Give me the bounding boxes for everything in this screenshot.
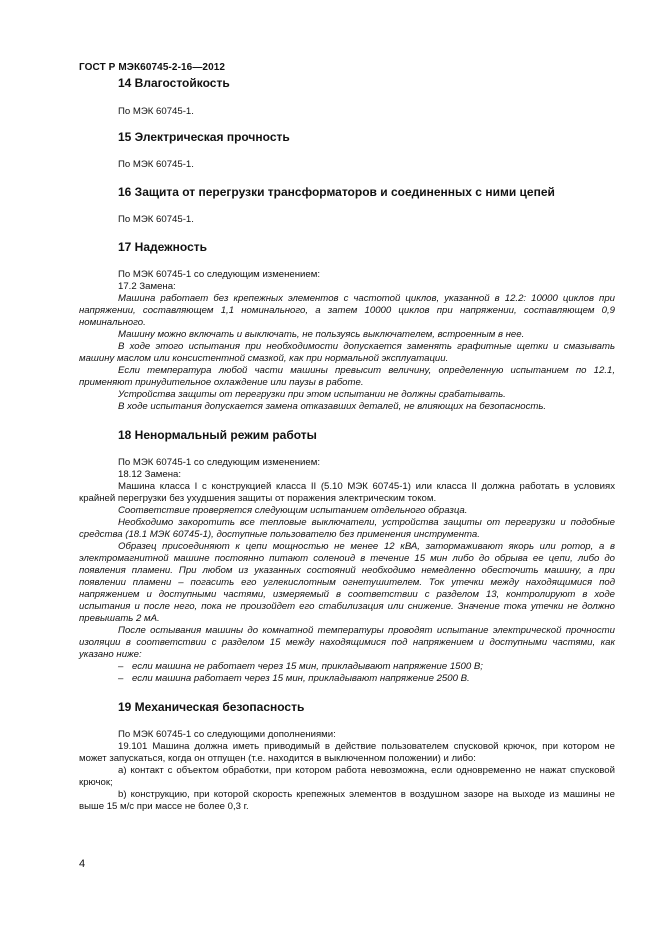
- section-19-intro: По МЭК 60745-1 со следующими дополнениями:: [118, 729, 336, 740]
- section-18-para-5: После остывания машины до комнатной температуры проводят испытание электрической прочности изоляции в соответствии с разделом 15 между находящимися под напряжением и доступными частями, как указано ниже:: [79, 625, 615, 660]
- section-18-list-item-2: [79, 673, 615, 685]
- section-17-intro: По МЭК 60745-1 со следующим изменением:: [118, 269, 321, 280]
- section-17-subclause: 17.2 Замена:: [118, 281, 176, 292]
- section-18-para-1: Машина класса I с конструкцией класса II (5.10 МЭК 60745-1) или класса II должна работать в условиях крайней перегрузки без ухудшения защиты от поражения электрическим током.: [79, 481, 615, 504]
- section-17-para-4: Если температура любой части машины превысит величину, определенную испытанием по 12.1, применяют принудительное охлаждение или паузы в работе.: [79, 365, 615, 388]
- section-19-title: 19 Механическая безопасность: [118, 700, 305, 714]
- section-17-para-5: Устройства защиты от перегрузки при этом испытании не должны срабатывать.: [118, 389, 506, 400]
- section-17-title: 17 Надежность: [118, 240, 208, 254]
- list-item-text: если машина не работает через 15 мин, прикладывают напряжение 1500 В;: [132, 661, 483, 672]
- section-17-para-3: В ходе этого испытания при необходимости допускается заменять графитные щетки и смазывать машину маслом или консистентной смазкой, как при нормальной эксплуатации.: [79, 341, 615, 364]
- section-17-para-1: Машина работает без крепежных элементов с частотой циклов, указанной в 12.2: 10000 циклов при напряжении, составляющем 1,1 номинального, а затем 10000 циклов при напряжении, составляющем 0,9 номинального.: [79, 293, 615, 328]
- list-item-text: если машина работает через 15 мин, прикладывают напряжение 2500 В.: [132, 673, 470, 684]
- section-18-list-item-1: [79, 661, 615, 673]
- section-17-para-2: Машину можно включать и выключать, не пользуясь выключателем, встроенным в нее.: [118, 329, 525, 340]
- section-18-para-4: Образец присоединяют к цепи мощностью не менее 12 кВА, затормаживают якорь или ротор, а в электромагнитной машине постоянно питают соленоид в течение 15 мин либо до обрыва ее цепи, либо до появления пламени. При любом из указанных состояний необходимо немедленно обесточить машину, а при появлении пламени – погасить его углекислотным огнетушителем. Ток утечки между находящимися под напряжением и доступными частями, измеряемый в соответствии с разделом 13, контролируют в ходе испытания и после него, пока не произойдет его стабилизация или снижение. Значение тока утечки не должно превышать 2 мА.: [79, 541, 615, 624]
- running-header: ГОСТ Р МЭК60745-2-16—2012: [79, 62, 226, 73]
- section-18-intro: По МЭК 60745-1 со следующим изменением:: [118, 457, 321, 468]
- section-18-title: 18 Ненормальный режим работы: [118, 428, 317, 442]
- section-15-title: 15 Электрическая прочность: [118, 130, 290, 144]
- section-17-para-6: В ходе испытания допускается замена отказавших деталей, не влияющих на безопасность.: [118, 401, 547, 412]
- section-16-text: По МЭК 60745-1.: [118, 214, 194, 225]
- section-19-para-1: 19.101 Машина должна иметь приводимый в действие пользователем спусковой крючок, при котором не может запускаться, когда он отпущен (т.е. находится в выключенном положении) и либо:: [79, 741, 615, 764]
- section-14-title: 14 Влагостойкость: [118, 76, 230, 90]
- section-18-para-2: Соответствие проверяется следующим испытанием отдельного образца.: [118, 505, 468, 516]
- list-dash-marker: –: [118, 673, 124, 684]
- page-number: 4: [79, 858, 86, 870]
- section-14-text: По МЭК 60745-1.: [118, 106, 194, 117]
- section-18-subclause: 18.12 Замена:: [118, 469, 182, 480]
- section-19-para-2: a) контакт с объектом обработки, при котором работа невозможна, если одновременно не нажат спусковой крючок;: [79, 765, 615, 788]
- page-content: [79, 76, 615, 813]
- section-16-title: 16 Защита от перегрузки трансформаторов и соединенных с ними цепей: [118, 185, 555, 199]
- list-dash-marker: –: [118, 661, 124, 672]
- section-19-para-3: b) конструкцию, при которой скорость крепежных элементов в воздушном зазоре на выходе из машины не выше 15 м/с при массе не более 0,3 г.: [79, 789, 615, 812]
- section-18-para-3: Необходимо закоротить все тепловые выключатели, устройства защиты от перегрузки и подобные средства (18.1 МЭК 60745-1), доступные пользователю без применения инструмента.: [79, 517, 615, 540]
- section-15-text: По МЭК 60745-1.: [118, 159, 194, 170]
